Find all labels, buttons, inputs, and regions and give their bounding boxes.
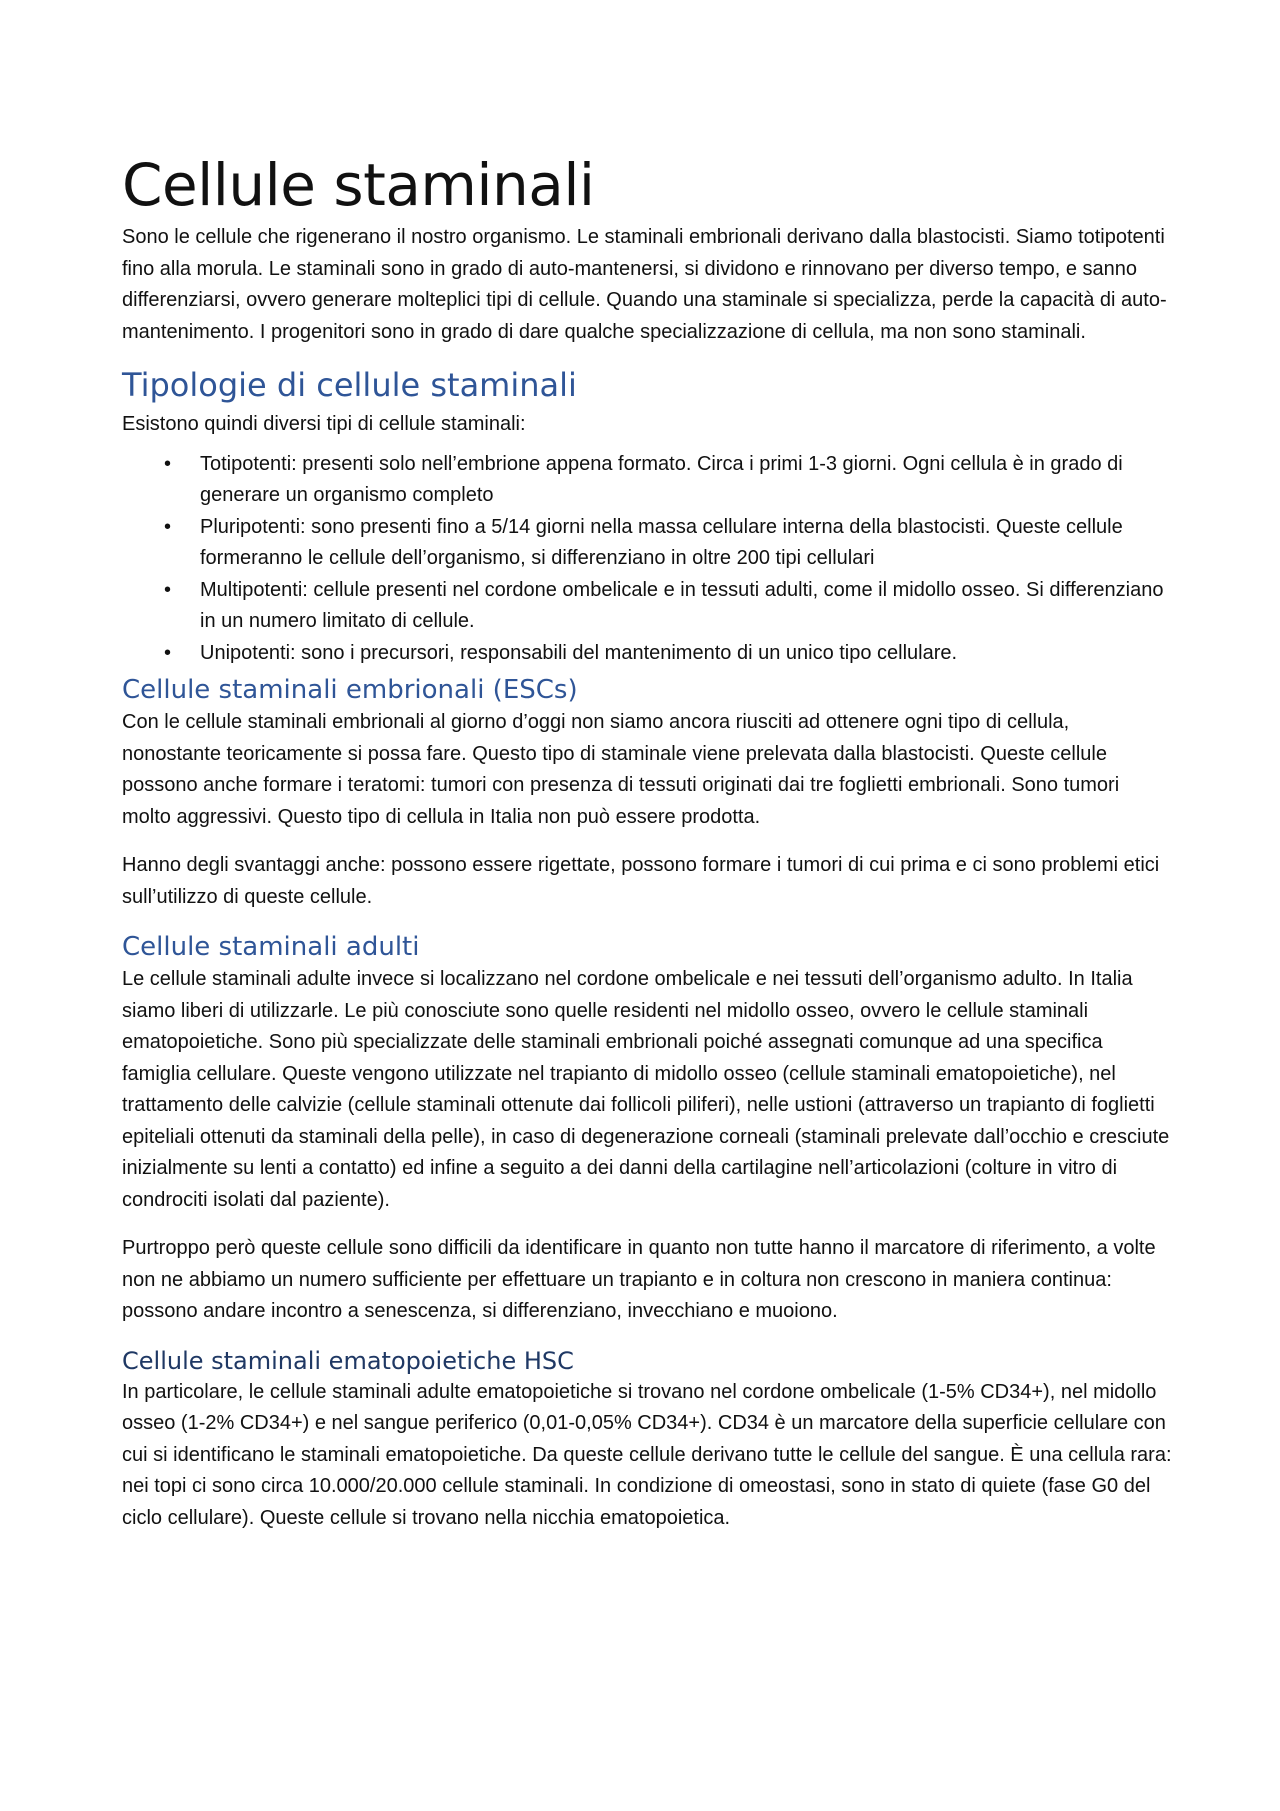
adult-paragraph-1: Le cellule staminali adulte invece si localizzano nel cordone ombelicale e nei tessuti dell’organismo adulto. In Italia siamo liberi di utilizzarle. Le più conosciute sono quelle residenti nel midollo osseo, ovvero le cellule staminali ematopoietiche. Sono più specializzate delle staminali embrionali poiché assegnati comunque ad una specifica famiglia cellulare. Queste vengono utilizzate nel trapianto di midollo osseo (cellule staminali ematopoietiche), nel trattamento delle calvizie (cellule staminali ottenute dai follicoli piliferi), nelle ustioni (attraverso un trapianto di foglietti epiteliali ottenuti da staminali della pelle), in caso di degenerazione corneali (staminali prelevate dall’occhio e cresciute inizialmente su lenti a contatto) ed infine a seguito a dei danni della cartilagine nell’articolazioni (colture in vitro di condrociti isolati dal paziente). <box>122 968 1170 1211</box>
list-item-text: Totipotenti: presenti solo nell’embrione appena formato. Circa i primi 1-3 giorni. Ogni cellula è in grado di generare un organismo completo <box>200 452 1123 506</box>
adult-paragraph-2: Purtroppo però queste cellule sono difficili da identificare in quanto non tutte hanno il marcatore di riferimento, a volte non ne abbiamo un numero sufficiente per effettuare un trapianto e in coltura non crescono in maniera continua: possono andare incontro a senescenza, si differenziano, invecchiano e muoiono. <box>122 1237 1156 1322</box>
esc-paragraph-2: Hanno degli svantaggi anche: possono essere rigettate, possono formare i tumori di cui prima e ci sono problemi etici sull’utilizzo di queste cellule. <box>122 854 1160 908</box>
bullet-icon: • <box>164 641 172 664</box>
bullet-icon: • <box>164 452 172 475</box>
heading-types: Tipologie di cellule staminali <box>122 366 577 404</box>
types-lead-paragraph: Esistono quindi diversi tipi di cellule staminali: <box>122 413 526 435</box>
heading-hsc: Cellule staminali ematopoietiche HSC <box>122 1346 574 1375</box>
list-item-text: Unipotenti: sono i precursori, responsabili del mantenimento di un unico tipo cellulare. <box>200 641 958 664</box>
types-list <box>122 449 1172 670</box>
esc-paragraph-1: Con le cellule staminali embrionali al giorno d’oggi non siamo ancora riusciti ad ottenere ogni tipo di cellula, nonostante teoricamente si possa fare. Questo tipo di staminale viene prelevata dalla blastocisti. Queste cellule possono anche formare i teratomi: tumori con presenza di tessuti originati dai tre foglietti embrionali. Sono tumori molto aggressivi. Questo tipo di cellula in Italia non può essere prodotta. <box>122 711 1120 828</box>
intro-paragraph: Sono le cellule che rigenerano il nostro organismo. Le staminali embrionali derivano dalla blastocisti. Siamo totipotenti fino alla morula. Le staminali sono in grado di auto-mantenersi, si dividono e rinnovano per diverso tempo, e sanno differenziarsi, ovvero generare molteplici tipi di cellule. Quando una staminale si specializza, perde la capacità di auto-mantenimento. I progenitori sono in grado di dare qualche specializzazione di cellula, ma non sono staminali. <box>122 226 1167 343</box>
bullet-icon: • <box>164 578 172 601</box>
heading-adult: Cellule staminali adulti <box>122 932 420 962</box>
bullet-icon: • <box>164 515 172 538</box>
list-item-text: Pluripotenti: sono presenti fino a 5/14 giorni nella massa cellulare interna della blastocisti. Queste cellule formeranno le cellule dell’organismo, si differenziano in oltre 200 tipi cellulari <box>200 515 1123 569</box>
list-item <box>122 638 1172 670</box>
list-item-text: Multipotenti: cellule presenti nel cordone ombelicale e in tessuti adulti, come il midollo osseo. Si differenziano in un numero limitato di cellule. <box>200 578 1164 632</box>
list-item <box>122 512 1172 575</box>
document-page <box>122 150 1172 1551</box>
list-item <box>122 449 1172 512</box>
heading-esc: Cellule staminali embrionali (ESCs) <box>122 675 578 705</box>
hsc-paragraph-1: In particolare, le cellule staminali adulte ematopoietiche si trovano nel cordone ombelicale (1-5% CD34+), nel midollo osseo (1-2% CD34+) e nel sangue periferico (0,01-0,05% CD34+). CD34 è un marcatore della superficie cellulare con cui si identificano le staminali ematopoietiche. Da queste cellule derivano tutte le cellule del sangue. È una cellula rara: nei topi ci sono circa 10.000/20.000 cellule staminali. In condizione di omeostasi, sono in stato di quiete (fase G0 del ciclo cellulare). Queste cellule si trovano nella nicchia ematopoietica. <box>122 1380 1172 1529</box>
document-title: Cellule staminali <box>122 151 595 219</box>
list-item <box>122 575 1172 638</box>
